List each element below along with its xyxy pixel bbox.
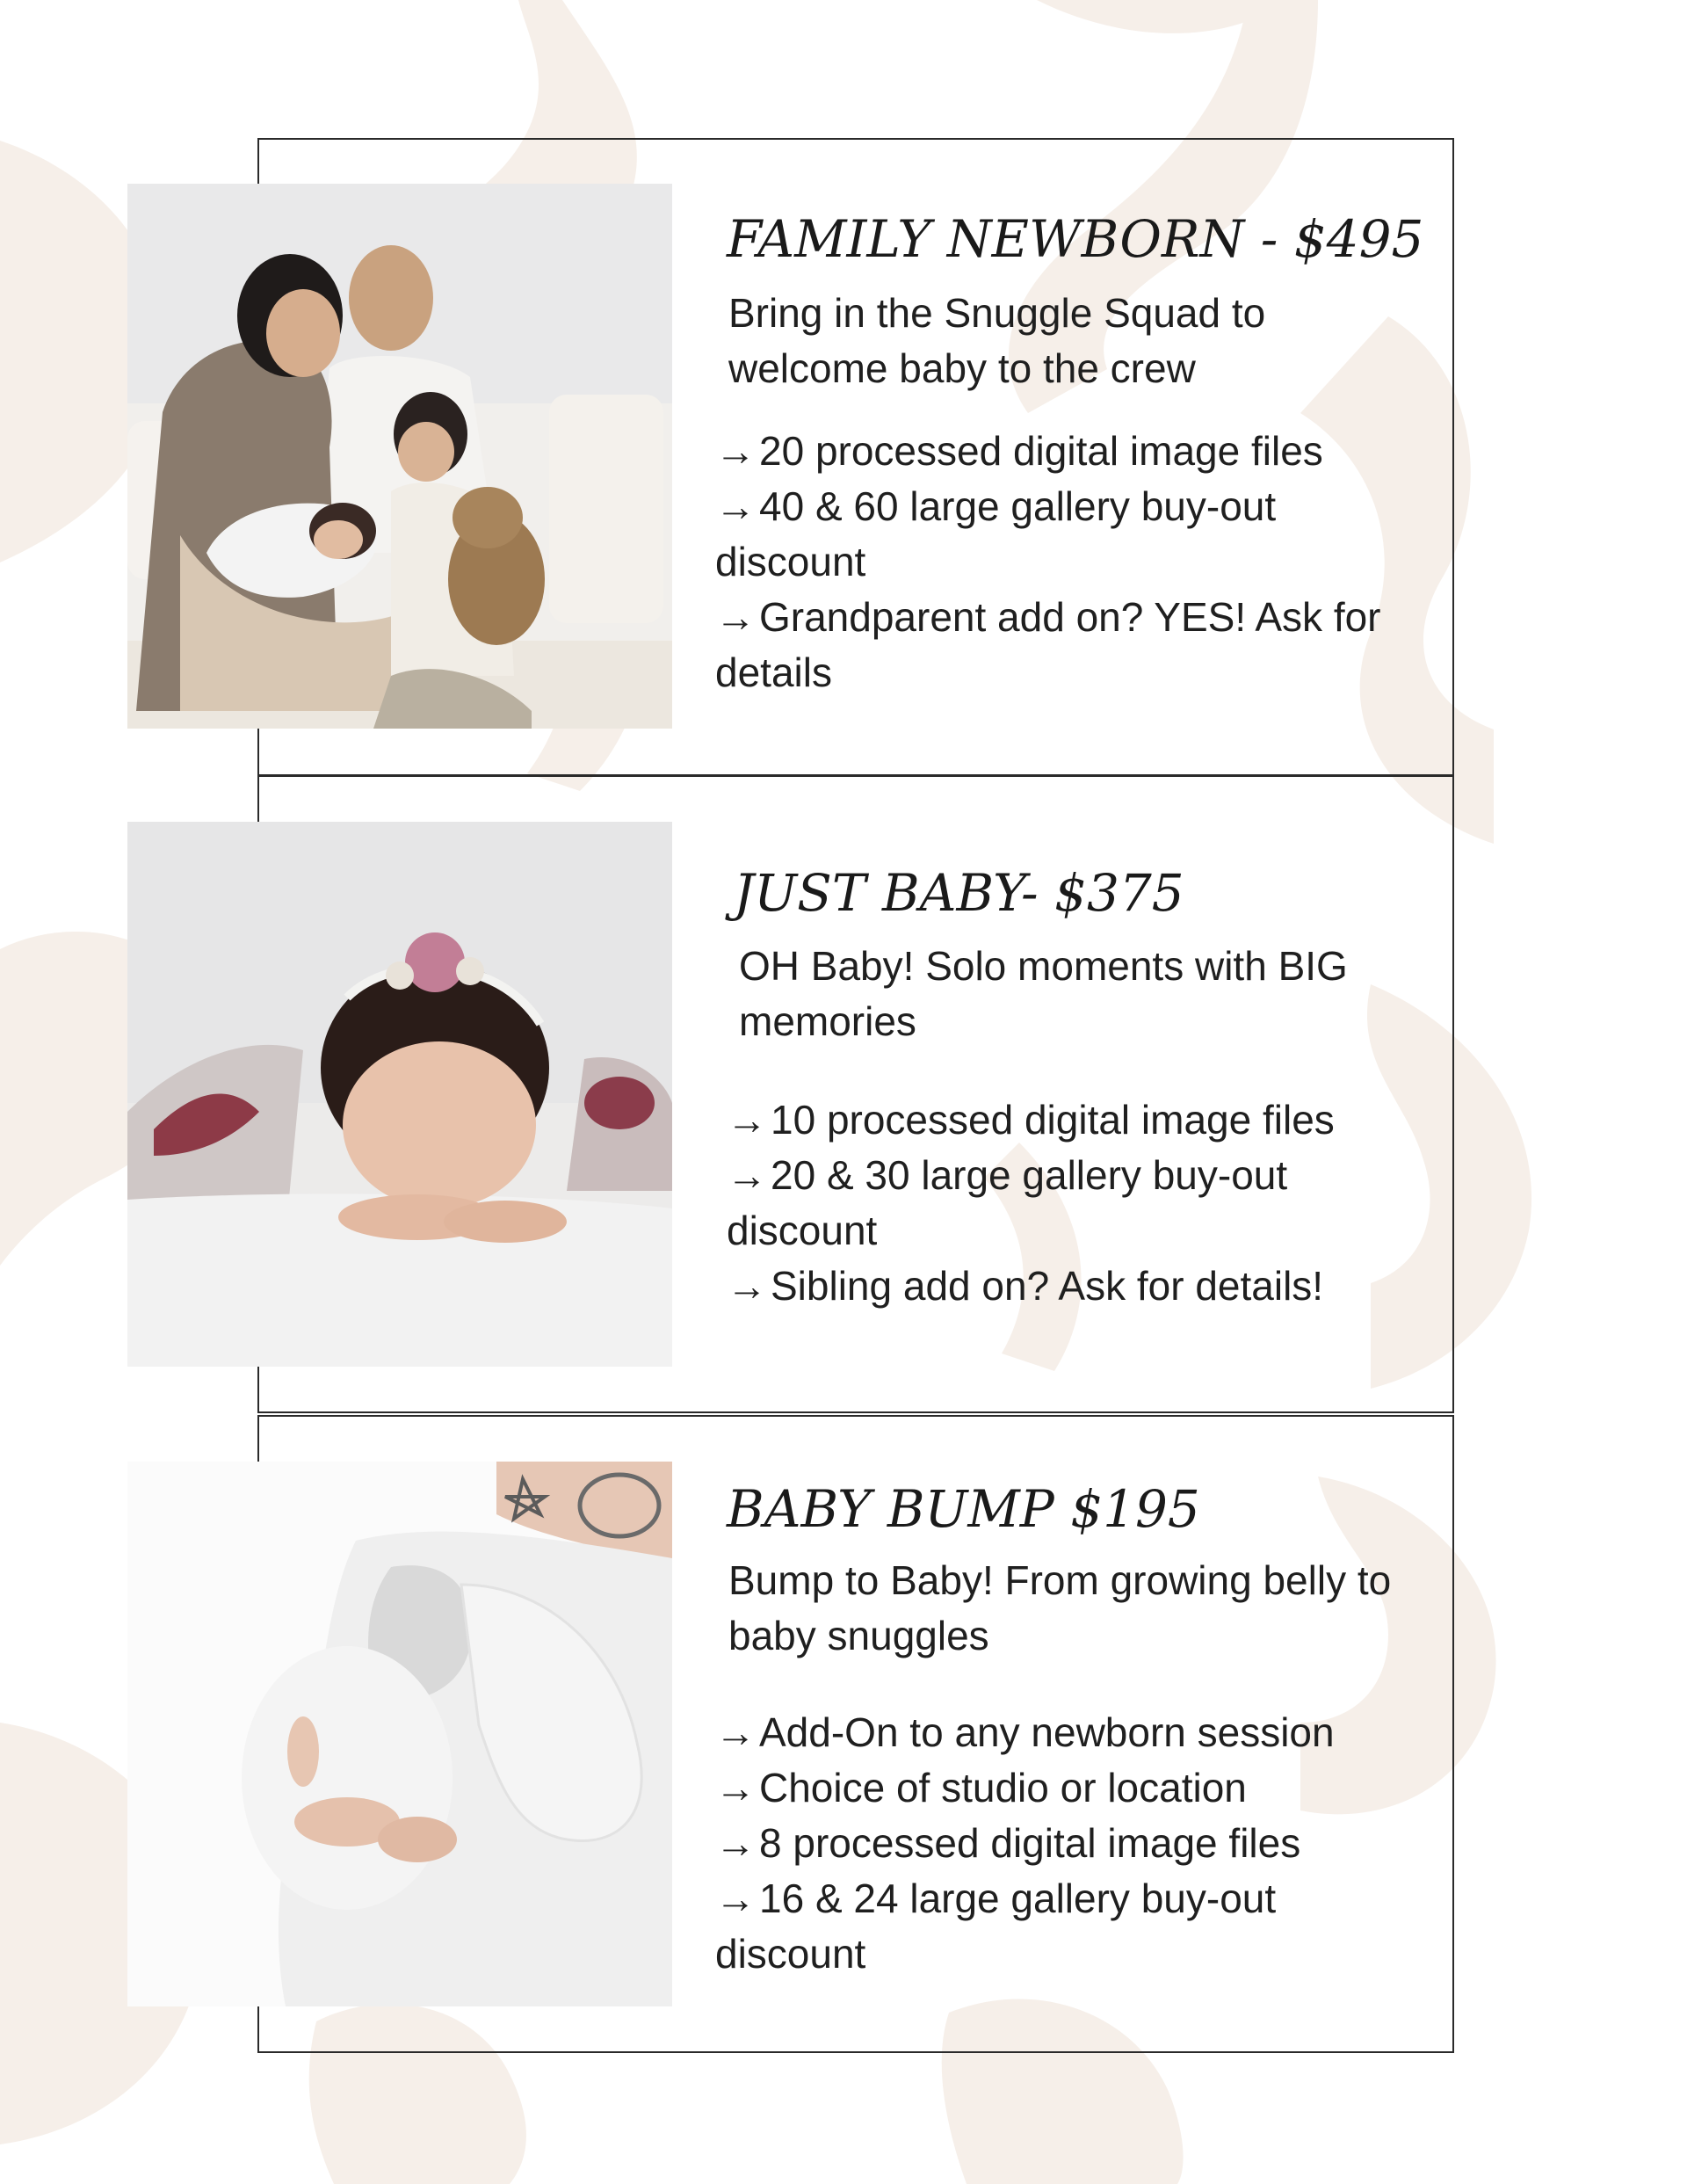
- feature-item: →20 processed digital image files: [715, 424, 1401, 479]
- family-newborn-photo: [127, 184, 672, 729]
- package-tagline: Bring in the Snuggle Squad to welcome baby to the crew: [728, 290, 1266, 391]
- sleeping-baby-illustration: [127, 822, 672, 1367]
- arrow-right-icon: →: [715, 1876, 756, 1921]
- package-features: [727, 1092, 1412, 1314]
- feature-item: →40 & 60 large gallery buy-out discount: [715, 479, 1401, 590]
- arrow-right-icon: →: [715, 594, 756, 640]
- package-tagline: Bump to Baby! From growing belly to baby snuggles: [728, 1557, 1392, 1658]
- feature-item: →Add-On to any newborn session: [715, 1705, 1401, 1760]
- maternity-illustration: [127, 1462, 672, 2006]
- just-baby-photo: [127, 822, 672, 1367]
- feature-item: →Choice of studio or location: [715, 1760, 1401, 1816]
- feature-item: →16 & 24 large gallery buy-out discount: [715, 1871, 1401, 1982]
- feature-item: →8 processed digital image files: [715, 1816, 1401, 1871]
- arrow-right-icon: →: [715, 1820, 756, 1866]
- feature-item: →20 & 30 large gallery buy-out discount: [727, 1148, 1412, 1259]
- feature-item: →Sibling add on? Ask for details!: [727, 1259, 1412, 1314]
- arrow-right-icon: →: [715, 483, 756, 529]
- package-tagline: OH Baby! Solo moments with BIG memories: [739, 943, 1348, 1044]
- arrow-right-icon: →: [727, 1152, 767, 1198]
- package-title: JUST BABY- $375: [734, 863, 1184, 923]
- package-features: [715, 424, 1401, 700]
- feature-item: →Grandparent add on? YES! Ask for details: [715, 590, 1401, 700]
- arrow-right-icon: →: [715, 1765, 756, 1810]
- package-features: [715, 1705, 1401, 1982]
- arrow-right-icon: →: [727, 1097, 767, 1143]
- family-newborn-illustration: [127, 184, 672, 729]
- package-title: FAMILY NEWBORN - $495: [727, 209, 1424, 269]
- baby-bump-photo: [127, 1462, 672, 2006]
- package-title: BABY BUMP $195: [727, 1479, 1200, 1539]
- feature-item: →10 processed digital image files: [727, 1092, 1412, 1148]
- arrow-right-icon: →: [715, 1709, 756, 1755]
- arrow-right-icon: →: [727, 1263, 767, 1309]
- arrow-right-icon: →: [715, 428, 756, 474]
